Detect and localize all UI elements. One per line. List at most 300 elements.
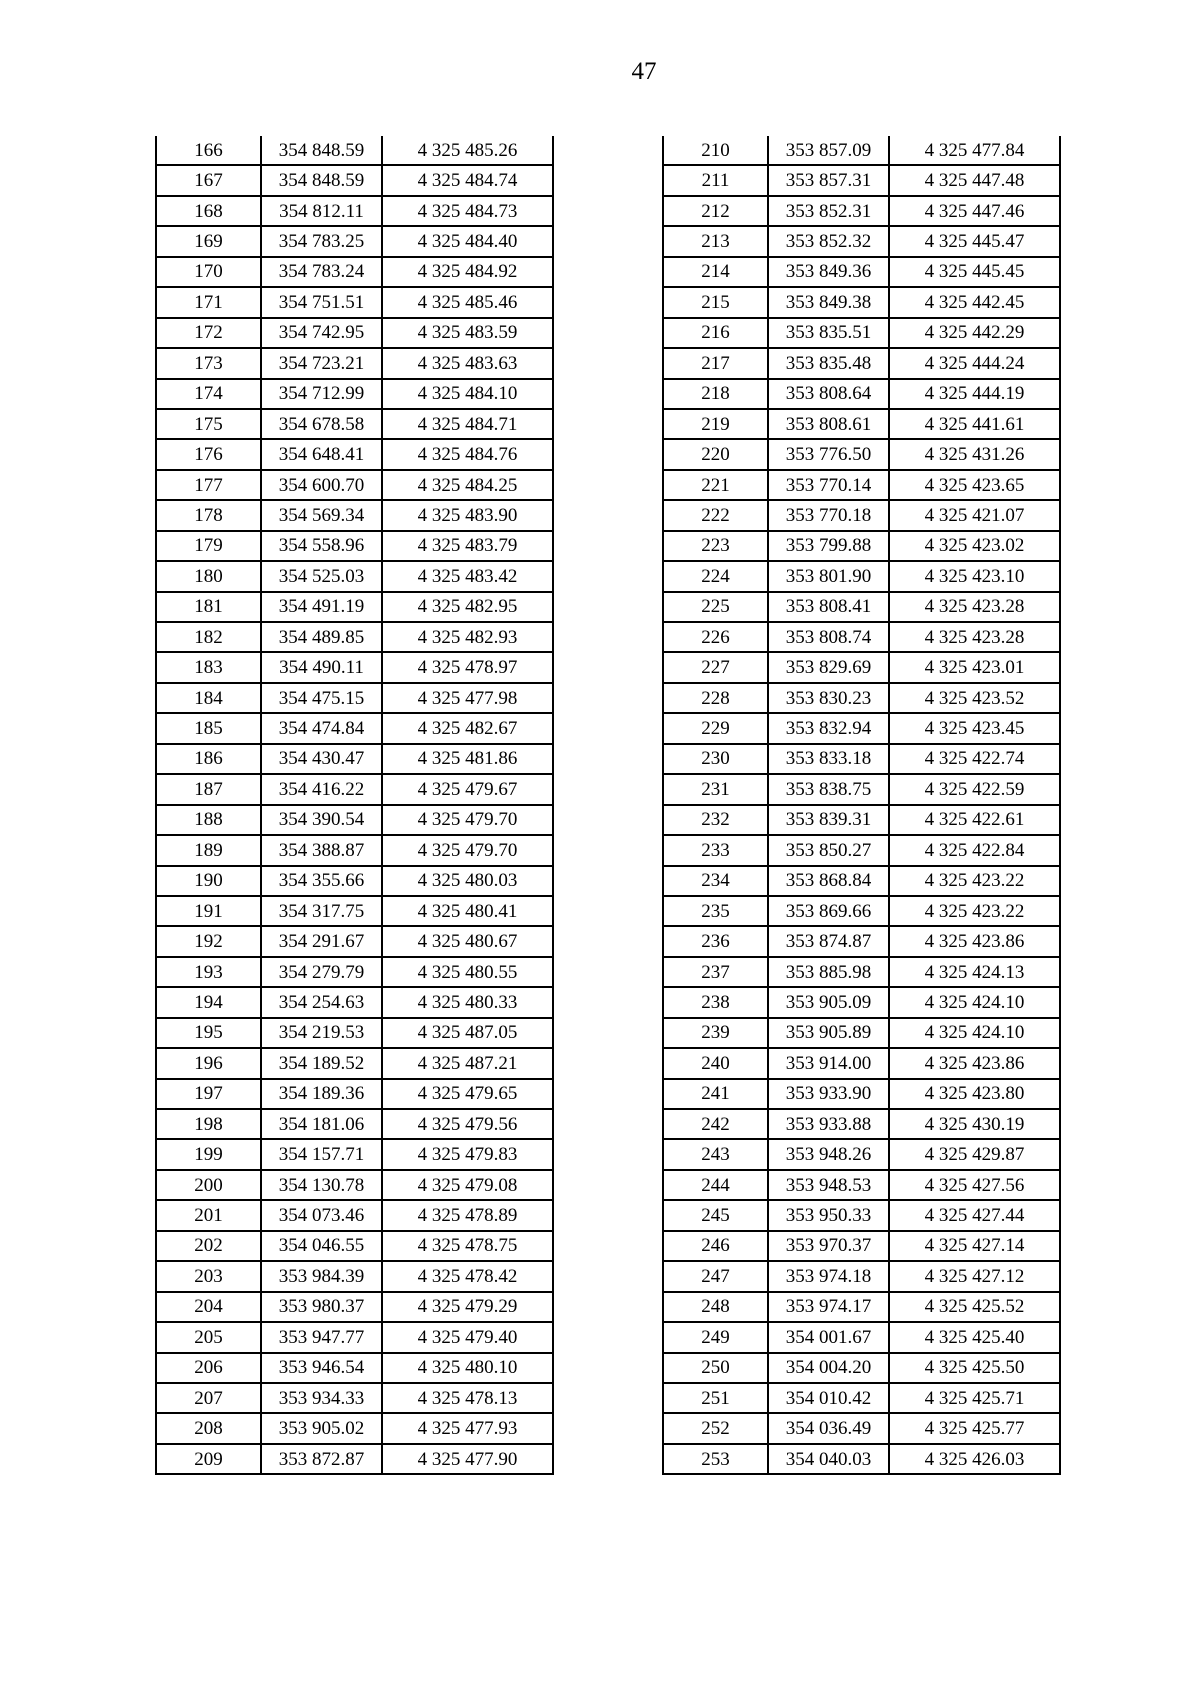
table-row <box>156 470 553 500</box>
y-coordinate-cell: 4 325 483.79 <box>382 531 553 561</box>
y-coordinate-cell: 4 325 424.10 <box>889 987 1060 1017</box>
x-coordinate-cell: 353 868.84 <box>768 866 889 896</box>
y-coordinate-cell: 4 325 423.65 <box>889 470 1060 500</box>
table-row <box>156 500 553 530</box>
x-coordinate-cell: 353 832.94 <box>768 713 889 743</box>
table-row <box>663 1200 1060 1230</box>
table-row <box>156 136 553 165</box>
x-coordinate-cell: 354 073.46 <box>261 1200 382 1230</box>
table-row <box>663 1292 1060 1322</box>
y-coordinate-cell: 4 325 445.47 <box>889 226 1060 256</box>
y-coordinate-cell: 4 325 431.26 <box>889 439 1060 469</box>
y-coordinate-cell: 4 325 480.67 <box>382 926 553 956</box>
x-coordinate-cell: 354 130.78 <box>261 1170 382 1200</box>
x-coordinate-cell: 354 046.55 <box>261 1231 382 1261</box>
y-coordinate-cell: 4 325 423.86 <box>889 926 1060 956</box>
y-coordinate-cell: 4 325 423.28 <box>889 622 1060 652</box>
table-row <box>156 439 553 469</box>
x-coordinate-cell: 354 430.47 <box>261 744 382 774</box>
x-coordinate-cell: 354 279.79 <box>261 957 382 987</box>
table-row <box>663 652 1060 682</box>
point-number-cell: 235 <box>663 896 768 926</box>
x-coordinate-cell: 353 776.50 <box>768 439 889 469</box>
table-row <box>156 926 553 956</box>
point-number-cell: 179 <box>156 531 261 561</box>
table-row <box>663 896 1060 926</box>
y-coordinate-cell: 4 325 479.65 <box>382 1079 553 1109</box>
y-coordinate-cell: 4 325 423.86 <box>889 1048 1060 1078</box>
table-row <box>156 287 553 317</box>
point-number-cell: 180 <box>156 561 261 591</box>
point-number-cell: 184 <box>156 683 261 713</box>
y-coordinate-cell: 4 325 477.98 <box>382 683 553 713</box>
x-coordinate-cell: 354 388.87 <box>261 835 382 865</box>
y-coordinate-cell: 4 325 480.03 <box>382 866 553 896</box>
point-number-cell: 220 <box>663 439 768 469</box>
x-coordinate-cell: 353 905.09 <box>768 987 889 1017</box>
point-number-cell: 234 <box>663 866 768 896</box>
x-coordinate-cell: 353 830.23 <box>768 683 889 713</box>
table-row <box>156 1170 553 1200</box>
x-coordinate-cell: 353 934.33 <box>261 1383 382 1413</box>
point-number-cell: 210 <box>663 136 768 165</box>
y-coordinate-cell: 4 325 479.29 <box>382 1292 553 1322</box>
x-coordinate-cell: 353 857.09 <box>768 136 889 165</box>
y-coordinate-cell: 4 325 479.67 <box>382 774 553 804</box>
table-row <box>156 957 553 987</box>
point-number-cell: 182 <box>156 622 261 652</box>
x-coordinate-cell: 354 558.96 <box>261 531 382 561</box>
y-coordinate-cell: 4 325 425.77 <box>889 1413 1060 1443</box>
x-coordinate-cell: 354 355.66 <box>261 866 382 896</box>
x-coordinate-cell: 354 783.25 <box>261 226 382 256</box>
point-number-cell: 214 <box>663 257 768 287</box>
table-row <box>663 1170 1060 1200</box>
table-row <box>663 379 1060 409</box>
y-coordinate-cell: 4 325 447.48 <box>889 165 1060 195</box>
point-number-cell: 185 <box>156 713 261 743</box>
point-number-cell: 219 <box>663 409 768 439</box>
point-number-cell: 204 <box>156 1292 261 1322</box>
y-coordinate-cell: 4 325 422.61 <box>889 805 1060 835</box>
point-number-cell: 201 <box>156 1200 261 1230</box>
table-row <box>156 318 553 348</box>
x-coordinate-cell: 354 783.24 <box>261 257 382 287</box>
point-number-cell: 225 <box>663 592 768 622</box>
point-number-cell: 195 <box>156 1018 261 1048</box>
x-coordinate-cell: 353 839.31 <box>768 805 889 835</box>
table-row <box>663 866 1060 896</box>
point-number-cell: 247 <box>663 1261 768 1291</box>
x-coordinate-cell: 353 974.18 <box>768 1261 889 1291</box>
x-coordinate-cell: 354 189.52 <box>261 1048 382 1078</box>
table-row <box>663 805 1060 835</box>
table-row <box>663 1018 1060 1048</box>
table-row <box>156 226 553 256</box>
table-row <box>663 1444 1060 1474</box>
point-number-cell: 239 <box>663 1018 768 1048</box>
y-coordinate-cell: 4 325 483.42 <box>382 561 553 591</box>
y-coordinate-cell: 4 325 482.93 <box>382 622 553 652</box>
table-row <box>156 1079 553 1109</box>
point-number-cell: 213 <box>663 226 768 256</box>
y-coordinate-cell: 4 325 427.44 <box>889 1200 1060 1230</box>
x-coordinate-cell: 353 914.00 <box>768 1048 889 1078</box>
point-number-cell: 249 <box>663 1322 768 1352</box>
table-row <box>156 1292 553 1322</box>
x-coordinate-cell: 353 947.77 <box>261 1322 382 1352</box>
point-number-cell: 181 <box>156 592 261 622</box>
point-number-cell: 187 <box>156 774 261 804</box>
table-row <box>156 592 553 622</box>
x-coordinate-cell: 354 036.49 <box>768 1413 889 1443</box>
x-coordinate-cell: 353 948.53 <box>768 1170 889 1200</box>
point-number-cell: 211 <box>663 165 768 195</box>
y-coordinate-cell: 4 325 425.40 <box>889 1322 1060 1352</box>
table-row <box>156 987 553 1017</box>
point-number-cell: 246 <box>663 1231 768 1261</box>
table-row <box>663 1413 1060 1443</box>
y-coordinate-cell: 4 325 478.97 <box>382 652 553 682</box>
x-coordinate-cell: 354 001.67 <box>768 1322 889 1352</box>
point-number-cell: 221 <box>663 470 768 500</box>
point-number-cell: 251 <box>663 1383 768 1413</box>
x-coordinate-cell: 354 723.21 <box>261 348 382 378</box>
table-row <box>156 652 553 682</box>
x-coordinate-cell: 353 874.87 <box>768 926 889 956</box>
table-row <box>156 713 553 743</box>
x-coordinate-cell: 353 946.54 <box>261 1353 382 1383</box>
point-number-cell: 200 <box>156 1170 261 1200</box>
x-coordinate-cell: 353 849.38 <box>768 287 889 317</box>
point-number-cell: 250 <box>663 1353 768 1383</box>
y-coordinate-cell: 4 325 427.14 <box>889 1231 1060 1261</box>
y-coordinate-cell: 4 325 427.56 <box>889 1170 1060 1200</box>
table-row <box>663 470 1060 500</box>
point-number-cell: 243 <box>663 1139 768 1169</box>
point-number-cell: 170 <box>156 257 261 287</box>
point-number-cell: 169 <box>156 226 261 256</box>
y-coordinate-cell: 4 325 425.52 <box>889 1292 1060 1322</box>
y-coordinate-cell: 4 325 444.19 <box>889 379 1060 409</box>
table-row <box>663 683 1060 713</box>
point-number-cell: 196 <box>156 1048 261 1078</box>
point-number-cell: 173 <box>156 348 261 378</box>
y-coordinate-cell: 4 325 480.33 <box>382 987 553 1017</box>
y-coordinate-cell: 4 325 480.10 <box>382 1353 553 1383</box>
point-number-cell: 208 <box>156 1413 261 1443</box>
y-coordinate-cell: 4 325 483.59 <box>382 318 553 348</box>
x-coordinate-cell: 353 801.90 <box>768 561 889 591</box>
x-coordinate-cell: 353 950.33 <box>768 1200 889 1230</box>
y-coordinate-cell: 4 325 426.03 <box>889 1444 1060 1474</box>
x-coordinate-cell: 353 905.02 <box>261 1413 382 1443</box>
y-coordinate-cell: 4 325 479.08 <box>382 1170 553 1200</box>
table-row <box>663 226 1060 256</box>
x-coordinate-cell: 354 712.99 <box>261 379 382 409</box>
point-number-cell: 231 <box>663 774 768 804</box>
y-coordinate-cell: 4 325 484.40 <box>382 226 553 256</box>
table-row <box>663 835 1060 865</box>
point-number-cell: 230 <box>663 744 768 774</box>
y-coordinate-cell: 4 325 477.90 <box>382 1444 553 1474</box>
x-coordinate-cell: 353 833.18 <box>768 744 889 774</box>
table-row <box>156 835 553 865</box>
y-coordinate-cell: 4 325 429.87 <box>889 1139 1060 1169</box>
y-coordinate-cell: 4 325 479.56 <box>382 1109 553 1139</box>
y-coordinate-cell: 4 325 479.40 <box>382 1322 553 1352</box>
y-coordinate-cell: 4 325 484.10 <box>382 379 553 409</box>
table-row <box>663 165 1060 195</box>
point-number-cell: 207 <box>156 1383 261 1413</box>
x-coordinate-cell: 353 808.64 <box>768 379 889 409</box>
y-coordinate-cell: 4 325 423.80 <box>889 1079 1060 1109</box>
y-coordinate-cell: 4 325 484.71 <box>382 409 553 439</box>
point-number-cell: 199 <box>156 1139 261 1169</box>
table-row <box>156 531 553 561</box>
table-row <box>156 1383 553 1413</box>
table-row <box>663 409 1060 439</box>
point-number-cell: 190 <box>156 866 261 896</box>
y-coordinate-cell: 4 325 478.75 <box>382 1231 553 1261</box>
x-coordinate-cell: 353 770.14 <box>768 470 889 500</box>
x-coordinate-cell: 353 852.32 <box>768 226 889 256</box>
x-coordinate-cell: 353 838.75 <box>768 774 889 804</box>
point-number-cell: 237 <box>663 957 768 987</box>
point-number-cell: 223 <box>663 531 768 561</box>
point-number-cell: 186 <box>156 744 261 774</box>
point-number-cell: 248 <box>663 1292 768 1322</box>
y-coordinate-cell: 4 325 422.59 <box>889 774 1060 804</box>
table-row <box>663 439 1060 469</box>
point-number-cell: 236 <box>663 926 768 956</box>
table-row <box>156 1261 553 1291</box>
point-number-cell: 253 <box>663 1444 768 1474</box>
table-row <box>156 1109 553 1139</box>
table-row <box>663 318 1060 348</box>
table-row <box>156 1353 553 1383</box>
table-row <box>156 896 553 926</box>
point-number-cell: 168 <box>156 196 261 226</box>
y-coordinate-cell: 4 325 424.10 <box>889 1018 1060 1048</box>
table-row <box>663 348 1060 378</box>
x-coordinate-cell: 353 808.61 <box>768 409 889 439</box>
x-coordinate-cell: 353 974.17 <box>768 1292 889 1322</box>
point-number-cell: 233 <box>663 835 768 865</box>
x-coordinate-cell: 353 770.18 <box>768 500 889 530</box>
y-coordinate-cell: 4 325 425.50 <box>889 1353 1060 1383</box>
point-number-cell: 252 <box>663 1413 768 1443</box>
x-coordinate-cell: 353 857.31 <box>768 165 889 195</box>
point-number-cell: 218 <box>663 379 768 409</box>
x-coordinate-cell: 354 317.75 <box>261 896 382 926</box>
table-row <box>663 1048 1060 1078</box>
y-coordinate-cell: 4 325 477.93 <box>382 1413 553 1443</box>
table-row <box>663 713 1060 743</box>
y-coordinate-cell: 4 325 427.12 <box>889 1261 1060 1291</box>
x-coordinate-cell: 353 933.90 <box>768 1079 889 1109</box>
table-row <box>663 744 1060 774</box>
x-coordinate-cell: 353 852.31 <box>768 196 889 226</box>
table-row <box>156 165 553 195</box>
table-row <box>663 196 1060 226</box>
point-number-cell: 240 <box>663 1048 768 1078</box>
y-coordinate-cell: 4 325 442.29 <box>889 318 1060 348</box>
point-number-cell: 232 <box>663 805 768 835</box>
y-coordinate-cell: 4 325 422.84 <box>889 835 1060 865</box>
y-coordinate-cell: 4 325 485.46 <box>382 287 553 317</box>
table-row <box>663 1139 1060 1169</box>
x-coordinate-cell: 354 004.20 <box>768 1353 889 1383</box>
y-coordinate-cell: 4 325 423.01 <box>889 652 1060 682</box>
y-coordinate-cell: 4 325 430.19 <box>889 1109 1060 1139</box>
point-number-cell: 178 <box>156 500 261 530</box>
y-coordinate-cell: 4 325 487.05 <box>382 1018 553 1048</box>
point-number-cell: 238 <box>663 987 768 1017</box>
y-coordinate-cell: 4 325 478.42 <box>382 1261 553 1291</box>
table-row <box>156 409 553 439</box>
x-coordinate-cell: 353 835.48 <box>768 348 889 378</box>
x-coordinate-cell: 354 489.85 <box>261 622 382 652</box>
table-row <box>663 136 1060 165</box>
x-coordinate-cell: 354 219.53 <box>261 1018 382 1048</box>
point-number-cell: 166 <box>156 136 261 165</box>
point-number-cell: 193 <box>156 957 261 987</box>
point-number-cell: 226 <box>663 622 768 652</box>
table-row <box>663 774 1060 804</box>
x-coordinate-cell: 353 970.37 <box>768 1231 889 1261</box>
x-coordinate-cell: 354 751.51 <box>261 287 382 317</box>
table-row <box>663 1383 1060 1413</box>
y-coordinate-cell: 4 325 423.22 <box>889 866 1060 896</box>
table-row <box>156 348 553 378</box>
table-row <box>156 1139 553 1169</box>
point-number-cell: 209 <box>156 1444 261 1474</box>
y-coordinate-cell: 4 325 478.13 <box>382 1383 553 1413</box>
x-coordinate-cell: 354 812.11 <box>261 196 382 226</box>
point-number-cell: 174 <box>156 379 261 409</box>
table-row <box>156 1018 553 1048</box>
x-coordinate-cell: 354 525.03 <box>261 561 382 591</box>
point-number-cell: 194 <box>156 987 261 1017</box>
x-coordinate-cell: 353 849.36 <box>768 257 889 287</box>
x-coordinate-cell: 353 808.41 <box>768 592 889 622</box>
y-coordinate-cell: 4 325 425.71 <box>889 1383 1060 1413</box>
point-number-cell: 227 <box>663 652 768 682</box>
x-coordinate-cell: 354 491.19 <box>261 592 382 622</box>
y-coordinate-cell: 4 325 483.90 <box>382 500 553 530</box>
table-row <box>663 500 1060 530</box>
table-row <box>663 1261 1060 1291</box>
y-coordinate-cell: 4 325 487.21 <box>382 1048 553 1078</box>
y-coordinate-cell: 4 325 424.13 <box>889 957 1060 987</box>
point-number-cell: 217 <box>663 348 768 378</box>
table-row <box>663 1109 1060 1139</box>
table-row <box>663 1353 1060 1383</box>
table-row <box>663 622 1060 652</box>
y-coordinate-cell: 4 325 484.92 <box>382 257 553 287</box>
point-number-cell: 222 <box>663 500 768 530</box>
point-number-cell: 215 <box>663 287 768 317</box>
x-coordinate-cell: 354 475.15 <box>261 683 382 713</box>
coordinates-table-left <box>155 136 554 1475</box>
y-coordinate-cell: 4 325 480.41 <box>382 896 553 926</box>
x-coordinate-cell: 353 799.88 <box>768 531 889 561</box>
point-number-cell: 241 <box>663 1079 768 1109</box>
x-coordinate-cell: 354 848.59 <box>261 136 382 165</box>
x-coordinate-cell: 353 905.89 <box>768 1018 889 1048</box>
point-number-cell: 206 <box>156 1353 261 1383</box>
table-row <box>156 561 553 591</box>
x-coordinate-cell: 353 885.98 <box>768 957 889 987</box>
x-coordinate-cell: 354 291.67 <box>261 926 382 956</box>
y-coordinate-cell: 4 325 442.45 <box>889 287 1060 317</box>
table-row <box>156 1231 553 1261</box>
y-coordinate-cell: 4 325 423.28 <box>889 592 1060 622</box>
point-number-cell: 188 <box>156 805 261 835</box>
point-number-cell: 202 <box>156 1231 261 1261</box>
y-coordinate-cell: 4 325 479.70 <box>382 805 553 835</box>
x-coordinate-cell: 353 829.69 <box>768 652 889 682</box>
y-coordinate-cell: 4 325 480.55 <box>382 957 553 987</box>
table-row <box>663 561 1060 591</box>
table-row <box>156 1200 553 1230</box>
y-coordinate-cell: 4 325 447.46 <box>889 196 1060 226</box>
y-coordinate-cell: 4 325 484.73 <box>382 196 553 226</box>
point-number-cell: 172 <box>156 318 261 348</box>
y-coordinate-cell: 4 325 423.22 <box>889 896 1060 926</box>
x-coordinate-cell: 354 189.36 <box>261 1079 382 1109</box>
x-coordinate-cell: 354 390.54 <box>261 805 382 835</box>
table-row <box>663 592 1060 622</box>
table-row <box>663 987 1060 1017</box>
point-number-cell: 229 <box>663 713 768 743</box>
point-number-cell: 203 <box>156 1261 261 1291</box>
y-coordinate-cell: 4 325 445.45 <box>889 257 1060 287</box>
table-row <box>156 1048 553 1078</box>
table-row <box>156 683 553 713</box>
y-coordinate-cell: 4 325 441.61 <box>889 409 1060 439</box>
point-number-cell: 212 <box>663 196 768 226</box>
y-coordinate-cell: 4 325 479.70 <box>382 835 553 865</box>
table-row <box>156 379 553 409</box>
x-coordinate-cell: 354 742.95 <box>261 318 382 348</box>
table-row <box>663 926 1060 956</box>
y-coordinate-cell: 4 325 483.63 <box>382 348 553 378</box>
x-coordinate-cell: 354 416.22 <box>261 774 382 804</box>
page-number: 47 <box>631 58 657 85</box>
table-row <box>156 196 553 226</box>
y-coordinate-cell: 4 325 423.02 <box>889 531 1060 561</box>
point-number-cell: 224 <box>663 561 768 591</box>
point-number-cell: 171 <box>156 287 261 317</box>
x-coordinate-cell: 353 869.66 <box>768 896 889 926</box>
table-row <box>663 1079 1060 1109</box>
y-coordinate-cell: 4 325 423.45 <box>889 713 1060 743</box>
y-coordinate-cell: 4 325 484.25 <box>382 470 553 500</box>
point-number-cell: 192 <box>156 926 261 956</box>
point-number-cell: 175 <box>156 409 261 439</box>
x-coordinate-cell: 354 648.41 <box>261 439 382 469</box>
x-coordinate-cell: 354 474.84 <box>261 713 382 743</box>
point-number-cell: 177 <box>156 470 261 500</box>
point-number-cell: 245 <box>663 1200 768 1230</box>
x-coordinate-cell: 354 254.63 <box>261 987 382 1017</box>
x-coordinate-cell: 354 678.58 <box>261 409 382 439</box>
x-coordinate-cell: 354 010.42 <box>768 1383 889 1413</box>
table-row <box>156 257 553 287</box>
x-coordinate-cell: 354 157.71 <box>261 1139 382 1169</box>
